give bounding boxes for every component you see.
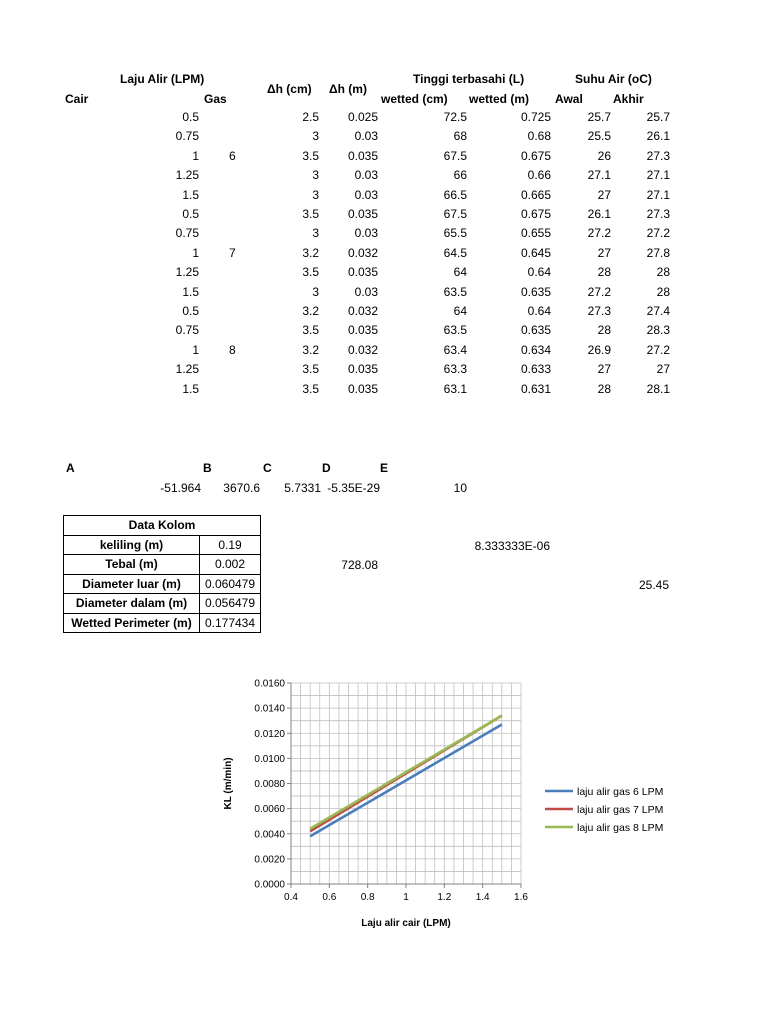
cell-dh-cm: 2.5: [302, 110, 319, 124]
cell-wetted-m: 0.635: [520, 323, 551, 338]
cell-dh-cm: 3.5: [302, 265, 319, 280]
cell-dh-m: 0.03: [354, 168, 378, 183]
cell-cair: 0.75: [175, 323, 199, 338]
y-tick-label: 0.0160: [254, 678, 285, 690]
cell-cair: 1: [192, 245, 199, 260]
cell-dh-m: 0.035: [347, 207, 378, 221]
y-tick-label: 0.0020: [254, 854, 285, 866]
cell-wetted-m: 0.725: [520, 110, 551, 124]
cell-awal: 28: [597, 323, 611, 338]
kolom-value: 0.056479: [200, 594, 261, 614]
cell-cair: 1.25: [175, 265, 199, 280]
const-e-label: E: [380, 461, 389, 475]
const-c-value: 5.7331: [284, 481, 321, 495]
cell-akhir: 25.7: [646, 110, 670, 124]
cell-dh-cm: 3.2: [302, 304, 319, 318]
const-b-value: 3670.6: [223, 481, 260, 495]
kolom-label: Tebal (m): [64, 555, 200, 575]
cell-awal: 25.5: [587, 129, 611, 144]
cell-awal: 27: [597, 362, 611, 377]
legend-label: laju alir gas 8 LPM: [577, 822, 664, 834]
cell-dh-m: 0.03: [354, 187, 378, 202]
kolom-value: 0.060479: [200, 574, 261, 594]
kolom-label: keliling (m): [64, 535, 200, 555]
const-c-label: C: [263, 461, 272, 475]
header-tinggi: Tinggi terbasahi (L): [413, 72, 525, 86]
cell-akhir: 27.1: [646, 168, 670, 183]
cell-wetted-m: 0.66: [527, 168, 551, 183]
cell-akhir: 27.3: [646, 148, 670, 163]
cell-wetted-m: 0.68: [527, 129, 551, 144]
table-row: [64, 613, 261, 633]
loose-value-2: 728.08: [341, 558, 378, 572]
y-tick-label: 0.0100: [254, 753, 285, 765]
cell-wetted-m: 0.633: [520, 362, 551, 377]
cell-cair: 0.5: [182, 304, 199, 318]
legend-label: laju alir gas 7 LPM: [577, 804, 664, 816]
cell-akhir: 26.1: [646, 129, 670, 144]
cell-wetted-cm: 67.5: [443, 148, 467, 163]
const-a-label: A: [66, 461, 75, 475]
cell-dh-m: 0.032: [347, 245, 378, 260]
cell-cair: 1.25: [175, 362, 199, 377]
cell-wetted-m: 0.675: [520, 207, 551, 221]
cell-awal: 28: [597, 381, 611, 396]
header-cair: Cair: [65, 92, 89, 106]
kolom-label: Wetted Perimeter (m): [64, 613, 200, 633]
cell-cair: 1.25: [175, 168, 199, 183]
cell-wetted-cm: 63.3: [443, 362, 467, 377]
cell-dh-cm: 3: [312, 168, 319, 183]
cell-akhir: 27.2: [646, 342, 670, 357]
cell-wetted-cm: 64.5: [443, 245, 467, 260]
cell-wetted-cm: 66: [453, 168, 467, 183]
cell-wetted-cm: 67.5: [443, 207, 467, 221]
cell-dh-m: 0.035: [347, 148, 378, 163]
kolom-label: Diameter dalam (m): [64, 594, 200, 614]
const-e-value: 10: [453, 481, 467, 495]
header-wetted-m: wetted (m): [469, 92, 529, 106]
legend-label: laju alir gas 6 LPM: [577, 786, 664, 798]
cell-wetted-cm: 68: [453, 129, 467, 144]
loose-value-1: 8.333333E-06: [474, 539, 550, 553]
header-gas: Gas: [204, 92, 227, 106]
table-row: [64, 574, 261, 594]
const-a-value: -51.964: [160, 481, 201, 495]
header-wetted-cm: wetted (cm): [381, 92, 448, 106]
cell-cair: 1.5: [182, 187, 199, 202]
cell-akhir: 27.3: [646, 207, 670, 221]
y-tick-label: 0.0040: [254, 829, 285, 841]
cell-awal: 26.9: [587, 342, 611, 357]
cell-akhir: 27.2: [646, 226, 670, 241]
cell-wetted-m: 0.665: [520, 187, 551, 202]
cell-dh-m: 0.035: [347, 362, 378, 377]
cell-dh-m: 0.032: [347, 304, 378, 318]
cell-akhir: 28: [656, 284, 670, 299]
table-row: [64, 535, 261, 555]
cell-akhir: 28.1: [646, 381, 670, 396]
cell-dh-cm: 3.5: [302, 148, 319, 163]
cell-cair: 0.5: [182, 207, 199, 221]
cell-dh-cm: 3.2: [302, 245, 319, 260]
cell-gas: 7: [229, 245, 236, 260]
cell-gas: 6: [229, 148, 236, 163]
x-axis-title: Laju alir cair (LPM): [361, 918, 451, 929]
cell-dh-cm: 3: [312, 226, 319, 241]
kolom-value: 0.002: [200, 555, 261, 575]
cell-awal: 27: [597, 245, 611, 260]
cell-dh-cm: 3.5: [302, 207, 319, 221]
cell-awal: 27.2: [587, 284, 611, 299]
cell-wetted-m: 0.655: [520, 226, 551, 241]
cell-dh-cm: 3: [312, 187, 319, 202]
cell-awal: 25.7: [587, 110, 611, 124]
x-tick-label: 0.4: [284, 892, 298, 903]
cell-wetted-cm: 72.5: [443, 110, 467, 124]
cell-awal: 26.1: [587, 207, 611, 221]
kolom-value: 0.19: [200, 535, 261, 555]
const-d-value: -5.35E-29: [327, 481, 380, 495]
x-tick-label: 0.6: [322, 892, 337, 903]
cell-dh-m: 0.032: [347, 342, 378, 357]
cell-wetted-m: 0.675: [520, 148, 551, 163]
cell-dh-cm: 3.2: [302, 342, 319, 357]
cell-akhir: 27.8: [646, 245, 670, 260]
cell-dh-m: 0.025: [347, 110, 378, 124]
kl-line-chart: [205, 668, 705, 938]
cell-dh-cm: 3.5: [302, 362, 319, 377]
cell-wetted-cm: 63.5: [443, 323, 467, 338]
cell-akhir: 27: [656, 362, 670, 377]
cell-cair: 0.75: [175, 129, 199, 144]
cell-awal: 27.3: [587, 304, 611, 318]
cell-akhir: 28.3: [646, 323, 670, 338]
cell-wetted-cm: 64: [453, 304, 467, 318]
cell-awal: 27.2: [587, 226, 611, 241]
y-tick-label: 0.0080: [254, 779, 285, 790]
cell-cair: 1: [192, 342, 199, 357]
y-axis-title: KL (m/min): [223, 757, 234, 810]
cell-cair: 1: [192, 148, 199, 163]
cell-cair: 0.5: [182, 110, 199, 124]
cell-cair: 1.5: [182, 381, 199, 396]
header-laju-alir: Laju Alir (LPM): [120, 72, 205, 86]
cell-awal: 28: [597, 265, 611, 280]
x-tick-label: 0.8: [360, 892, 375, 903]
cell-awal: 27: [597, 187, 611, 202]
cell-dh-cm: 3: [312, 284, 319, 299]
header-suhu: Suhu Air (oC): [575, 72, 652, 86]
y-tick-label: 0.0060: [254, 804, 285, 816]
header-dh-cm: Δh (cm): [267, 82, 312, 96]
cell-wetted-m: 0.635: [520, 284, 551, 299]
cell-dh-cm: 3.5: [302, 323, 319, 338]
cell-wetted-cm: 63.4: [443, 342, 467, 357]
y-tick-label: 0.0120: [254, 728, 285, 740]
cell-dh-cm: 3: [312, 129, 319, 144]
header-dh-m: Δh (m): [329, 82, 367, 96]
x-tick-label: 1: [403, 892, 409, 903]
cell-gas: 8: [229, 342, 236, 357]
cell-wetted-cm: 64: [453, 265, 467, 280]
cell-wetted-m: 0.645: [520, 245, 551, 260]
cell-akhir: 28: [656, 265, 670, 280]
cell-wetted-cm: 63.1: [443, 381, 467, 396]
cell-awal: 27.1: [587, 168, 611, 183]
cell-wetted-m: 0.634: [520, 342, 551, 357]
data-kolom-title: Data Kolom: [64, 516, 261, 536]
cell-wetted-m: 0.64: [527, 304, 551, 318]
cell-wetted-cm: 63.5: [443, 284, 467, 299]
x-tick-label: 1.2: [437, 892, 452, 903]
data-kolom-table: [63, 515, 261, 633]
kolom-value: 0.177434: [200, 613, 261, 633]
y-tick-label: 0.0000: [254, 879, 285, 891]
cell-wetted-m: 0.64: [527, 265, 551, 280]
cell-dh-m: 0.035: [347, 381, 378, 396]
cell-cair: 0.75: [175, 226, 199, 241]
cell-awal: 26: [597, 148, 611, 163]
table-row: [64, 594, 261, 614]
cell-dh-m: 0.03: [354, 284, 378, 299]
table-row: [64, 555, 261, 575]
cell-wetted-cm: 66.5: [443, 187, 467, 202]
x-tick-label: 1.6: [514, 892, 528, 903]
y-tick-label: 0.0140: [254, 703, 285, 715]
x-tick-label: 1.4: [475, 892, 490, 903]
kolom-label: Diameter luar (m): [64, 574, 200, 594]
cell-dh-m: 0.03: [354, 129, 378, 144]
const-b-label: B: [203, 461, 212, 475]
cell-wetted-m: 0.631: [520, 381, 551, 396]
header-akhir: Akhir: [613, 92, 644, 106]
loose-value-3: 25.45: [638, 578, 669, 592]
cell-akhir: 27.1: [646, 187, 670, 202]
const-d-label: D: [322, 461, 331, 475]
cell-dh-m: 0.035: [347, 265, 378, 280]
header-awal: Awal: [555, 92, 583, 106]
cell-dh-m: 0.03: [354, 226, 378, 241]
cell-wetted-cm: 65.5: [443, 226, 467, 241]
cell-cair: 1.5: [182, 284, 199, 299]
cell-dh-m: 0.035: [347, 323, 378, 338]
cell-dh-cm: 3.5: [302, 381, 319, 396]
cell-akhir: 27.4: [646, 304, 670, 318]
